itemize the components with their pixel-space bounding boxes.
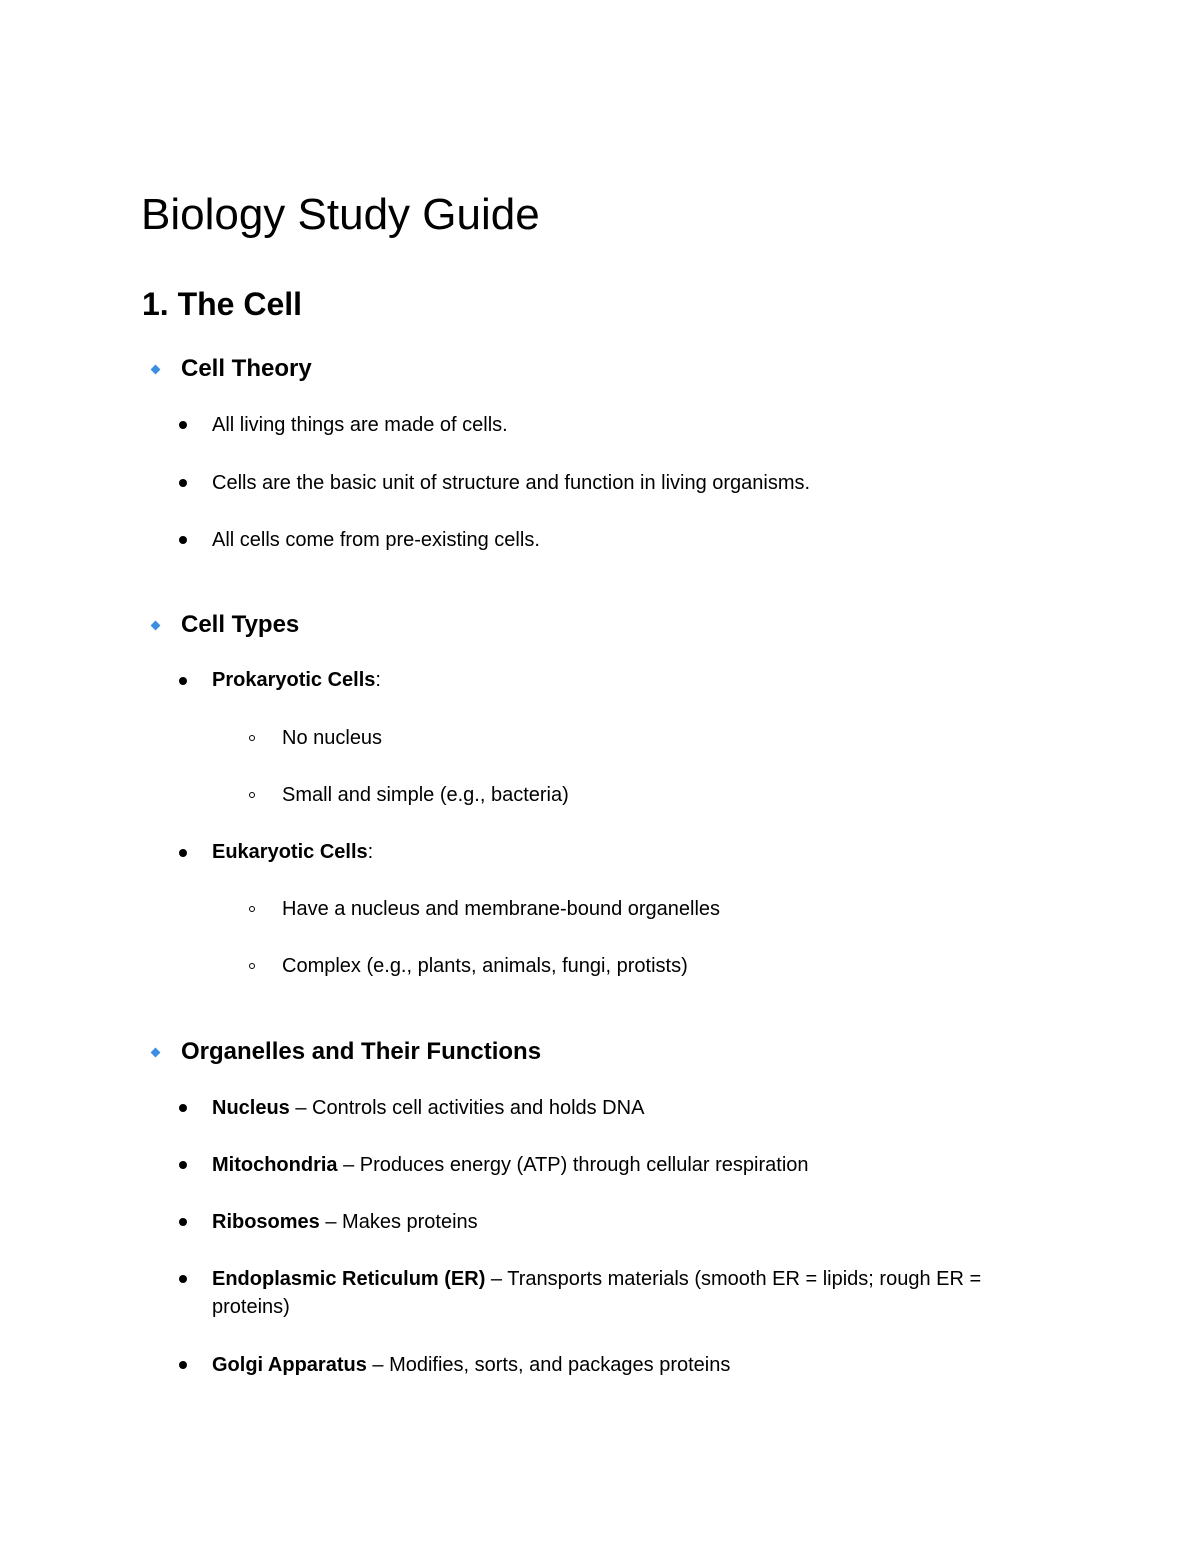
bullet-icon [179,1161,187,1169]
list-item: Cells are the basic unit of structure and function in living organisms. [212,472,811,494]
subsection-heading-cell-types: Cell Types [181,611,300,638]
bullet-icon [179,1104,187,1112]
subsection-heading-cell-theory: Cell Theory [181,355,312,382]
bullet-icon [179,421,187,429]
list-item-eukaryotic [212,838,373,866]
sub-list-item: Complex (e.g., plants, animals, fungi, protists) [282,955,688,977]
sub-list-item: No nucleus [282,727,383,749]
subsection-heading-organelles: Organelles and Their Functions [181,1038,542,1065]
term-description: – Makes proteins [319,1211,478,1233]
list-item-nucleus [212,1094,644,1122]
bullet-icon [179,849,187,857]
term-label: Mitochondria [212,1154,338,1176]
diamond-bullet-icon [151,1048,161,1058]
list-item-mitochondria [212,1151,809,1179]
section-heading: 1. The Cell [142,286,303,322]
term-label: Ribosomes [212,1211,320,1233]
bullet-icon [179,479,187,487]
list-item: All cells come from pre-existing cells. [212,529,540,551]
term-description: – Transports materials (smooth ER = lipids; rough ER = proteins) [212,1268,982,1318]
list-item: All living things are made of cells. [212,414,508,436]
term-description: – Modifies, sorts, and packages proteins [366,1354,731,1376]
term-label: Prokaryotic Cells [212,669,376,691]
term-description: – Produces energy (ATP) through cellular respiration [337,1154,809,1176]
hollow-bullet-icon [249,906,255,912]
list-item-prokaryotic [212,666,381,694]
hollow-bullet-icon [249,963,255,969]
list-item-golgi [212,1351,730,1379]
list-item-ribosomes [212,1208,478,1236]
diamond-bullet-icon [151,621,161,631]
hollow-bullet-icon [249,792,255,798]
document-title: Biology Study Guide [141,190,540,239]
bullet-icon [179,536,187,544]
term-label: Nucleus [212,1097,290,1119]
sub-list-item: Have a nucleus and membrane-bound organelles [282,898,721,920]
bullet-icon [179,1218,187,1226]
term-label: Eukaryotic Cells [212,841,368,863]
term-description: – Controls cell activities and holds DNA [289,1097,645,1119]
term-suffix: : [375,669,381,691]
bullet-icon [179,1275,187,1283]
term-label: Golgi Apparatus [212,1354,367,1376]
term-suffix: : [367,841,374,863]
list-item-er [212,1265,1052,1321]
bullet-icon [179,677,187,685]
term-label: Endoplasmic Reticulum (ER) [212,1268,486,1290]
diamond-bullet-icon [151,365,161,375]
bullet-icon [179,1361,187,1369]
sub-list-item: Small and simple (e.g., bacteria) [282,784,569,806]
hollow-bullet-icon [249,735,255,741]
